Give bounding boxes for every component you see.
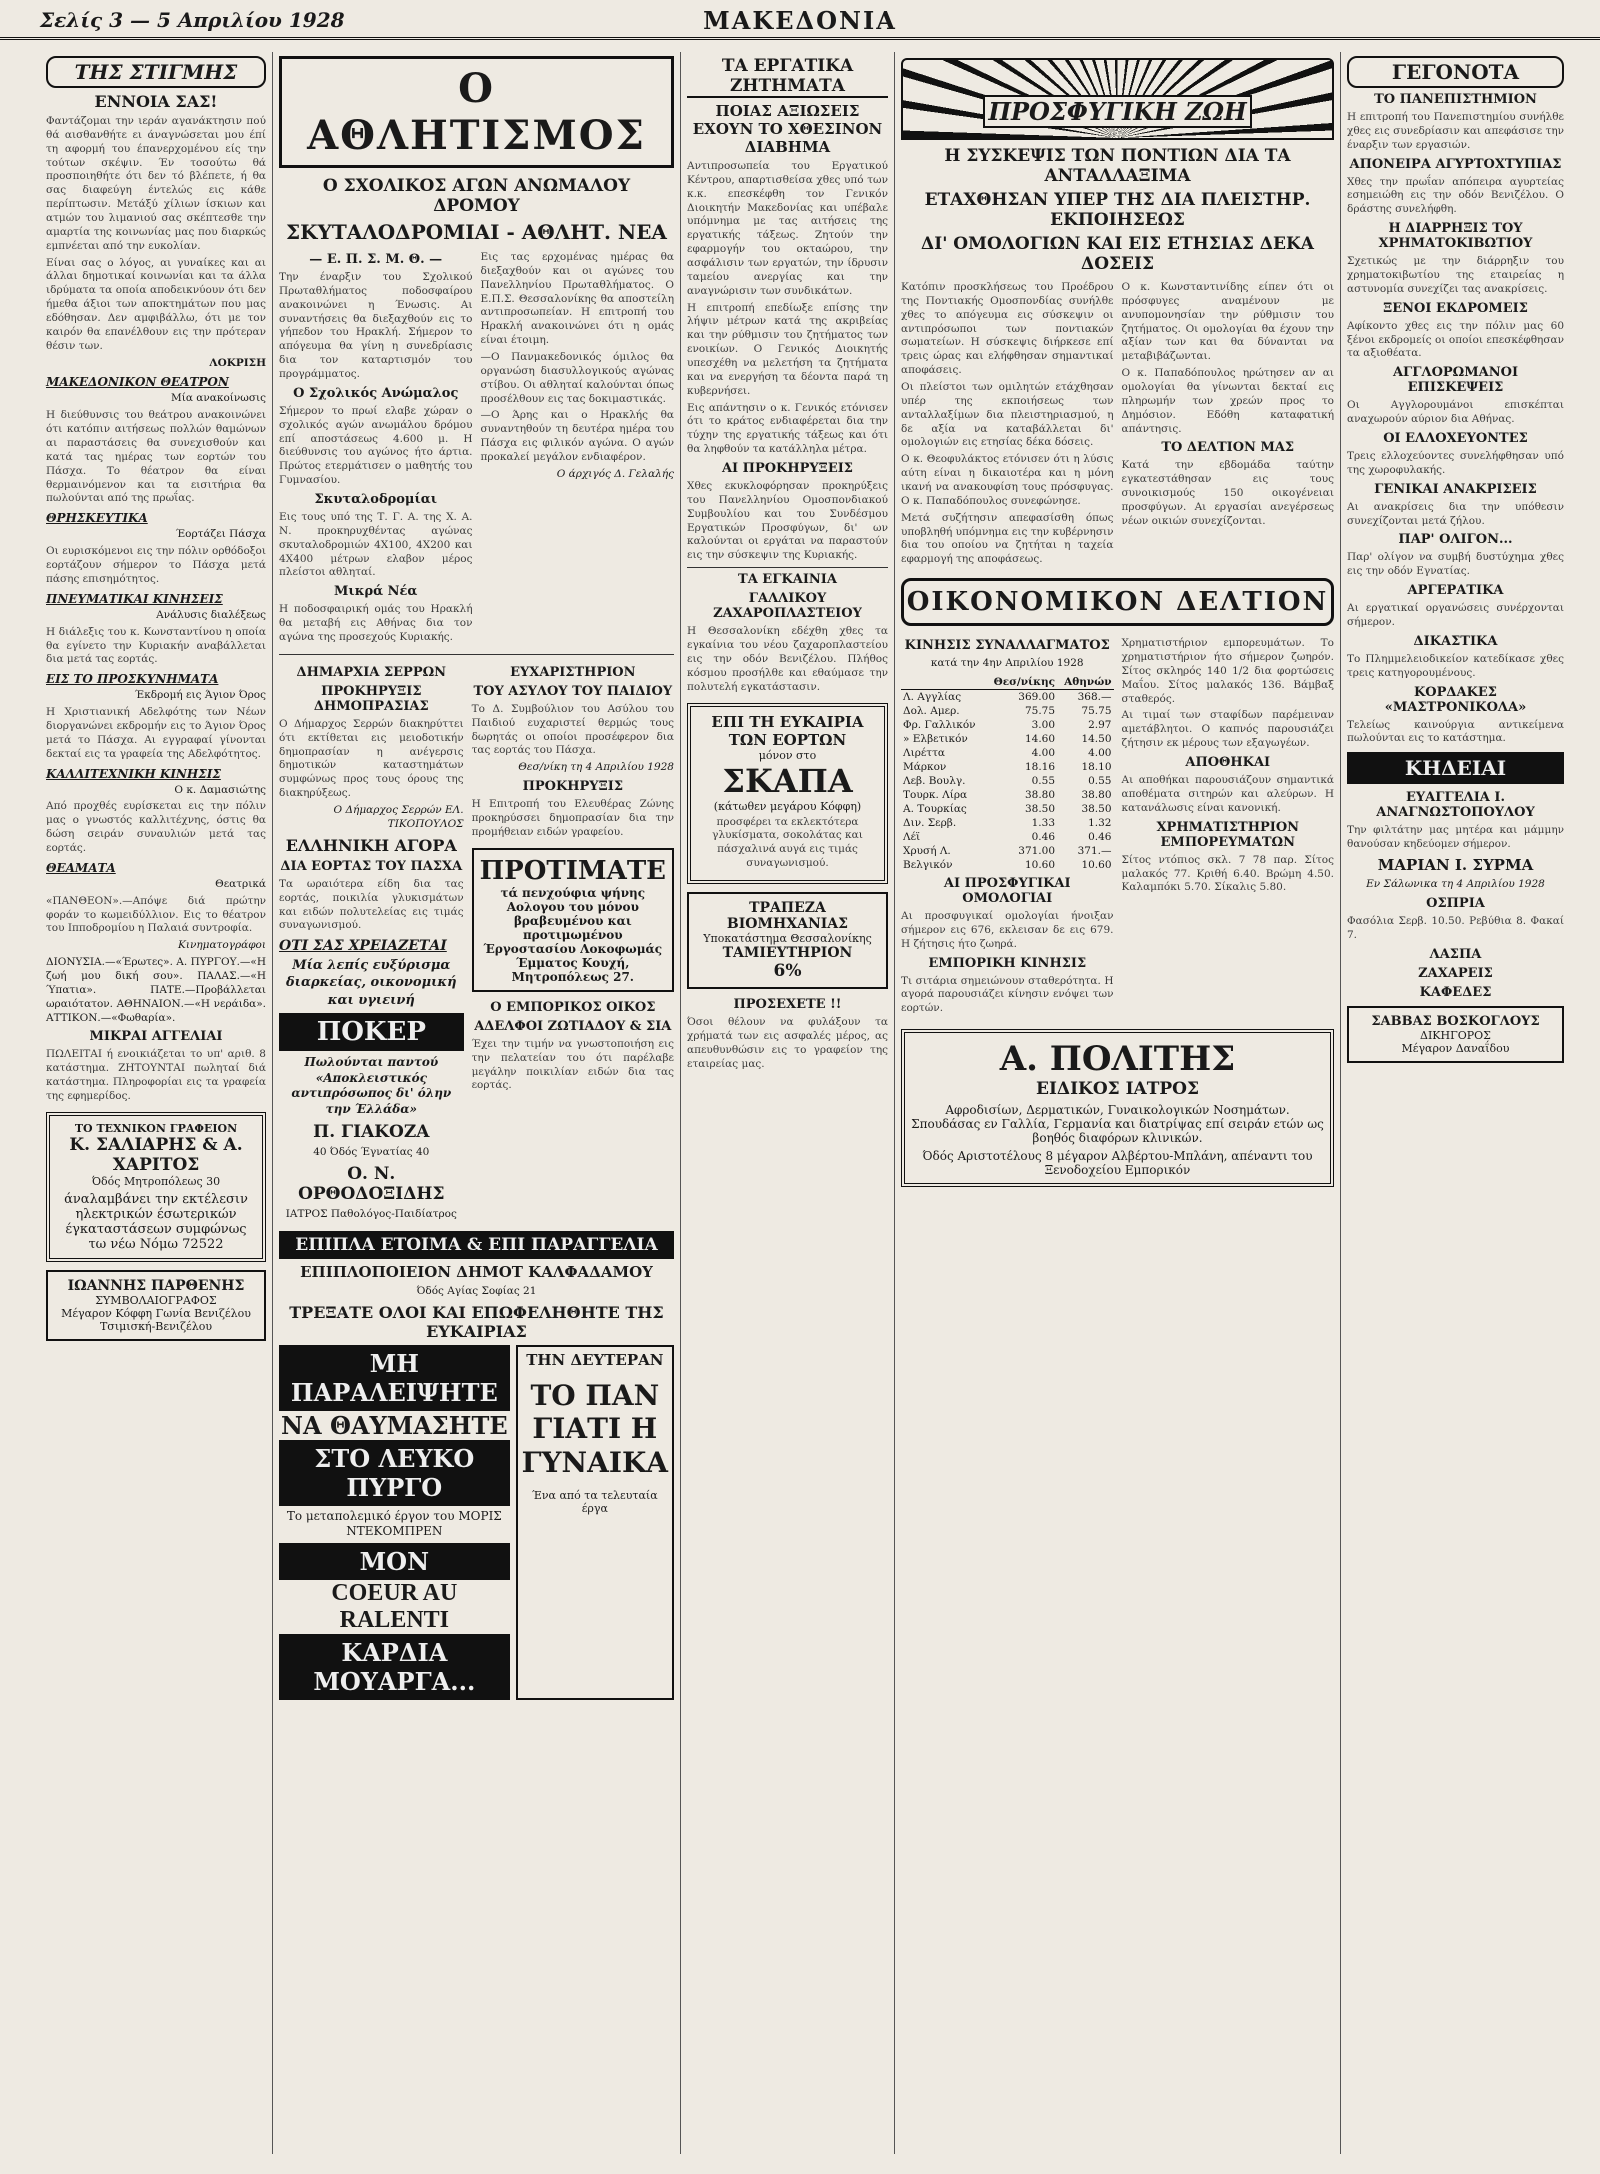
article-body: Η Χριστιανική Αδελφότης των Νέων διοργανώνει εκδρομήν εις το Άγιον Όρος μετά το Πάσχα. Αι εγγραφαί γίνονται δεκταί εις τα γραφεία της Αδελφότητος. xyxy=(46,706,266,760)
table-cell: 10.60 xyxy=(1024,859,1056,872)
notice-heading: ΠΡΟΚΗΡΥΞΙΣ ΔΗΜΟΠΡΑΣΙΑΣ xyxy=(313,683,429,714)
doctor-name: Ο. Ν. ΟΡΘΟΔΟΞΙΔΗΣ xyxy=(298,1163,445,1204)
economic-columns xyxy=(901,634,1334,1019)
masthead xyxy=(0,0,1600,40)
table-row xyxy=(901,718,1114,732)
deceased-name: ΕΥΑΓΓΕΛΙΑ Ι. ΑΝΑΓΝΩΣΤΟΠΟΥΛΟΥ xyxy=(1376,790,1535,821)
table-cell: 75.75 xyxy=(1081,705,1112,718)
article-body: Την έναρξιν του Σχολικού Πρωταθλήματος ποδοσφαίρου ανακοινώνει η Ένωσις. Αι συναντήσεις θα διεξαχθούν εις το γήπεδον του Ηρακλή. Σήμερον το απόγευμα θα γίνη η συνεδρίασις δια τον καταρτισμόν του προγράμματος. xyxy=(279,271,473,381)
table-cell: 14.60 xyxy=(1024,733,1056,746)
table-cell: 38.80 xyxy=(1081,789,1112,802)
section-heading: ΑΙ ΠΡΟΣΦΥΓΙΚΑΙ ΟΜΟΛΟΓΙΑΙ xyxy=(943,876,1071,907)
table-row xyxy=(901,858,1114,872)
column-5 xyxy=(1340,52,1570,2154)
column-4 xyxy=(894,52,1340,2154)
column-3 xyxy=(680,52,894,2154)
ad-heading: Ο ΕΜΠΟΡΙΚΟΣ ΟΙΚΟΣ xyxy=(490,999,656,1015)
ad-heading: ΔΙΑ ΕΟΡΤΑΣ ΤΟΥ ΠΑΣΧΑ xyxy=(280,858,463,874)
table-row xyxy=(901,844,1114,858)
film-title: ΤΟ ΠΑΝ ΓΙΑΤΙ Η ΓΥΝΑΙΚΑ xyxy=(521,1378,668,1479)
table-cell: 2.97 xyxy=(1088,719,1112,732)
section-header: ΤΗΣ ΣΤΙΓΜΗΣ xyxy=(46,56,266,88)
subheading: Ο κ. Δαμασιώτης xyxy=(174,783,266,796)
doctor-address: Όδός Αριστοτέλους 8 μέγαρον Αλβέρτου-Μπλάνη, απέναντι του Ξενοδοχείου Εμπορικόν xyxy=(922,1149,1313,1178)
subheading: Κινηματογράφοι xyxy=(177,939,266,952)
market-heading: ΚΑΦΕΔΕΣ xyxy=(1419,984,1492,1000)
table-cell: Χρυσή Λ. xyxy=(903,845,951,858)
table-cell: Διν. Σερβ. xyxy=(903,817,957,830)
news-body: Σχετικώς με την διάρρηξιν του χρηματοκιβωτίου της εταιρείας η αστυνομία συνεχίζει τας ανακρίσεις. xyxy=(1347,255,1564,295)
lawyer-address: Μέγαρον Δαναΐδου xyxy=(1401,1041,1510,1055)
signature: Ο Δήμαρχος Σερρών ΕΛ. ΤΙΚΟΠΟΥΛΟΣ xyxy=(333,804,464,830)
article-body: Εις τους υπό της Τ. Γ. Α. της Χ. Α. Ν. προκηρυχθέντας αγώνας σκυταλοδρομιών 4Χ100, 4Χ200 και 4Χ400 μέτρων ελαβον μέρος πλείστοι αθληταί. xyxy=(279,511,473,579)
deceased-name: ΜΑΡΙΑΝ Ι. ΣΥΡΜΑ xyxy=(1377,856,1534,875)
ad-body: άναλαμβάνει την εκτέλεσιν ηλεκτρικών έσωτερικών έγκαταστάσεων συμφώνως τω νέω Νόμω 72522 xyxy=(64,1191,248,1252)
news-body: Η επιτροπή του Πανεπιστημίου συνήλθε χθες εις συνεδρίασιν και απεφάσισε την έναρξιν των εργασιών. xyxy=(1347,111,1564,151)
table-cell: Λιρέττα xyxy=(903,747,946,760)
doctor-role: ΙΑΤΡΟΣ Παθολόγος-Παιδίατρος xyxy=(285,1207,457,1220)
funeral-date: Εν Σάλωνικα τη 4 Απριλίου 1928 xyxy=(1366,878,1545,891)
market-heading: ΖΑΧΑΡΕΙΣ xyxy=(1418,965,1493,981)
ad-doctor xyxy=(901,1029,1334,1187)
ad-heading: ΟΤΙ ΣΑΣ ΧΡΕΙΑΖΕΤΑΙ xyxy=(279,938,447,955)
ad-bank xyxy=(687,892,888,989)
section-header: ΓΕΓΟΝΟΤΑ xyxy=(1347,56,1564,88)
headline: ΔΙ' ΟΜΟΛΟΓΙΩΝ ΚΑΙ ΕΙΣ ΕΤΗΣΙΑΣ ΔΕΚΑ ΔΟΣΕΙΣ xyxy=(921,234,1314,274)
news-body: Τελείως καινούργια αντικείμενα πωλούνται εις το κατάστημα. xyxy=(1347,718,1564,745)
column-2 xyxy=(272,52,680,2154)
section-heading: ΓΑΛΛΙΚΟΥ ΖΑΧΑΡΟΠΛΑΣΤΕΙΟΥ xyxy=(713,591,862,622)
article-body: Η διεύθυνσις του θεάτρου ανακοινώνει ότι κατόπιν αιτήσεως πολλών θαμώνων αι παραστάσεις θα συνεχισθούν και κατά τας ημέρας των εορτών του Πάσχα. Το θέατρον θα είναι θερμαινόμενον και τα εισιτήρια θα πωλούνται από της πρωΐας. xyxy=(46,409,266,505)
article-body: Αντιπροσωπεία του Εργατικού Κέντρου, απαρτισθείσα χθες υπό των κ.κ. επεσκέφθη τον Γενικόν Διοικητήν Μακεδονίας και υπέβαλε υπόμνημα με τας αιτήσεις της εργατικής τάξεως. Ζητούν την εφαρμογήν του οκταώρου, την ασφάλισιν των εργατών, την ίδρυσιν ταμείου ανεργίας και την αναγνώρισιν των συνδικάτων. xyxy=(687,160,888,297)
table-cell: 371.— xyxy=(1077,845,1112,858)
ad-line: μόνον στο xyxy=(758,748,817,762)
article-body: Σήμερον το πρωί ελαβε χώραν ο σχολικός αγών ανωμάλου δρόμου επί αποστάσεως 4.600 μ. Η διεύθυνσις του αγώνος ήτο άρτια. Πρώτος ετερμάτισεν ο μαθητής του Γυμνασίου. xyxy=(279,404,473,487)
subheading: Ο Σχολικός Ανώμαλος xyxy=(293,385,459,401)
article-body: —Ο Πανμακεδονικός όμιλος θα οργανώση διασυλλογικούς αγώνας στίβου. Οι αθληταί καλούνται όπως προσέλθουν εις τας δοκιμαστικάς. xyxy=(480,351,674,405)
table-cell: 0.46 xyxy=(1031,831,1056,844)
ad-technical-office xyxy=(46,1112,266,1262)
section-heading: ΘΕΑΜΑΤΑ xyxy=(46,860,116,875)
subheading: Μικρά Νέα xyxy=(334,584,418,600)
signature: Ο άρχιγός Δ. Γελαλής xyxy=(556,467,674,480)
subheading: Ανάλυσις διαλέξεως xyxy=(156,608,266,621)
article-body: Ο κ. Θεοφυλάκτος ετόνισεν ότι η λύσις αύτη είναι η δικαιοτέρα και η μόνη ικανή να ανακουφίση τους πρόσφυγας. Ο κ. Παπαδόπουλος συνεφώνησε. xyxy=(901,453,1114,507)
ad-body: Τα ωραιότερα είδη δια τας εορτάς, ποικιλία γλυκισμάτων και ειδών πολυτελείας εις τιμάς συναγωνισμού. xyxy=(279,877,464,932)
ad-brand: ΣΚΑΠΑ xyxy=(722,761,853,800)
news-heading: ΠΑΡ' ΟΛΙΓΟΝ... xyxy=(1398,532,1513,548)
table-row xyxy=(901,802,1114,816)
ad-address: 40 Όδός Έγνατίας 40 xyxy=(313,1146,430,1158)
news-heading: ΟΙ ΕΛΛΟΧΕΥΟΝΤΕΣ xyxy=(1383,431,1528,447)
subheading: Έκδρομή εις Άγιον Όρος xyxy=(134,689,266,702)
section-heading: ΜΙΚΡΑΙ ΑΓΓΕΛΙΑΙ xyxy=(89,1029,223,1045)
headline: ΠΟΙΑΣ ΑΞΙΩΣΕΙΣ ΕΧΟΥΝ ΤΟ ΧΘΕΣΙΝΟΝ ΔΙΑΒΗΜΑ xyxy=(692,102,883,156)
table-row xyxy=(901,690,1114,705)
article-body: Μετά συζήτησιν απεφασίσθη όπως υποβληθή υπόμνημα εις την κυβέρνησιν δια του οποίου να ζητήται η ταχεία εφαρμογή της αποφάσεως. xyxy=(901,511,1114,566)
notice-heading: ΤΟΥ ΑΣΥΛΟΥ ΤΟΥ ΠΑΙΔΙΟΥ xyxy=(473,683,673,699)
section-heading: ΚΑΛΛΙΤΕΧΝΙΚΗ ΚΙΝΗΣΙΣ xyxy=(46,766,221,781)
ad-slogan: ΤΡΕΞΑΤΕ ΟΛΟΙ ΚΑΙ ΕΠΩΦΕΛΗΘΗΤΕ ΤΗΣ ΕΥΚΑΙΡΙΑΣ xyxy=(289,1302,664,1341)
banner-title: ΠΡΟΣΦΥΓΙΚΗ ΖΩΗ xyxy=(983,95,1252,128)
table-cell: 4.00 xyxy=(1088,747,1112,760)
rates-column-header xyxy=(901,675,985,690)
notice-date: Θεσ/νίκη τη 4 Απριλίου 1928 xyxy=(518,761,674,774)
table-cell: Βελγικόν xyxy=(903,859,953,872)
table-row xyxy=(901,788,1114,802)
article-body: «ΠΑΝΘΕΟΝ».—Απόψε διά πρώτην φοράν το κωμειδύλλιον. Εις το θέατρον του Ιπποδρομίου η Παλαιά συντροφία. xyxy=(46,894,266,935)
article-columns xyxy=(279,248,674,648)
table-subtitle: κατά την 4ην Απριλίου 1928 xyxy=(930,657,1084,670)
notice-heading: ΕΥΧΑΡΙΣΤΗΡΙΟΝ xyxy=(510,664,636,680)
classified-body: ΠΩΛΕΙΤΑΙ ή ενοικιάζεται το υπ' αριθ. 8 κατάστημα. ΖΗΤΟΥΝΤΑΙ πωληταί διά κατάστημα. Πληροφορίαι εις τα γραφεία της εφημερίδος. xyxy=(46,1048,266,1102)
article-body: Οι πλείστοι των ομιλητών ετάχθησαν υπέρ της εκποιήσεως των ανταλλαξίμων δια πλειστηριασμού, η δε αξία να καταβάλλεται δι' ομολογιών εις ετησίας δέκα δόσεις. xyxy=(901,381,1114,449)
table-cell: Λέϊ xyxy=(903,831,921,844)
rates-column-header: Αθηνών xyxy=(1057,675,1113,690)
table-cell: Α. Τουρκίας xyxy=(903,803,967,816)
table-cell: 371.00 xyxy=(1018,845,1056,858)
ad-line: ΣΤΟ ΛΕΥΚΟ ΠΥΡΓΟ xyxy=(279,1440,510,1506)
article-body: Αι αποθήκαι παρουσιάζουν σημαντικά αποθέματα σιτηρών και αλεύρων. Η κατανάλωσις είναι κανονική. xyxy=(1121,774,1334,814)
table-row xyxy=(901,746,1114,760)
notice-body: Το Δ. Συμβούλιον του Ασύλου του Παιδιού ευχαριστεί θερμώς τους δωρητάς οι οποίοι προσέφερον δια τας εορτάς του Πάσχα. xyxy=(471,702,674,757)
ad-brand: ΠΟΚΕΡ xyxy=(279,1013,464,1051)
table-cell: 0.46 xyxy=(1088,831,1112,844)
news-heading: ΑΓΓΛΟΡΩΜΑΝΟΙ ΕΠΙΣΚΕΨΕΙΣ xyxy=(1392,365,1519,396)
table-row xyxy=(901,816,1114,830)
ad-prefer xyxy=(472,848,674,992)
doctor-name: Α. ΠΟΛΙΤΗΣ xyxy=(999,1039,1236,1080)
headline: ΕΤΑΧΘΗΣΑΝ ΥΠΕΡ ΤΗΣ ΔΙΑ ΠΛΕΙΣΤΗΡ. ΕΚΠΟΙΗΣΕΩΣ xyxy=(924,190,1311,230)
table-cell: 38.80 xyxy=(1024,789,1056,802)
ad-title: ΤΟ ΤΕΧΝΙΚΟΝ ΓΡΑΦΕΙΟΝ xyxy=(74,1121,238,1135)
section-heading: ΑΙ ΠΡΟΚΗΡΥΞΕΙΣ xyxy=(721,461,854,477)
ad-line: ΕΠΙ ΤΗ ΕΥΚΑΙΡΙΑ ΤΩΝ ΕΟΡΤΩΝ xyxy=(711,712,864,749)
news-heading: ΔΙΚΑΣΤΙΚΑ xyxy=(1413,633,1498,649)
news-heading: ΑΠΟΝΕΙΡΑ ΑΓΥΡΤΟΧΤΥΠΙΑΣ xyxy=(1349,156,1562,172)
lawyer-name: ΣΑΒΒΑΣ ΒΟΣΚΟΓΛΟΥΣ xyxy=(1371,1013,1540,1029)
ad-line: MON xyxy=(279,1543,510,1580)
article-body: Κατά την εβδομάδα ταύτην εγκατεστάθησαν εις τους συνοικισμούς 150 οικογένειαι προσφύγων. Αι εργασίαι ανεγέρσεως νέων οικιών συνεχίζονται. xyxy=(1121,459,1334,527)
ad-line: Το μεταπολεμικό έργον του ΜΟΡΙΣ ΝΤΕΚΟΜΠΡΕΝ xyxy=(286,1508,502,1539)
article-body: Ο κ. Κωνσταντινίδης είπεν ότι οι πρόσφυγες αναμένουν με ανυπομονησίαν την ρύθμισιν του ζητήματος. Οι ομολογίαι θα έχουν την αξίαν των και θα δύνανται να μεταβιβάζωνται. xyxy=(1121,281,1334,363)
ad-body: τά πενχούφια ψήνης Αολογου του μόνου βραβευμένου και προτιμωμένου Έργοστασίου Λοκοφωμάς Έμματος Κουχή, Μητροπόλεως 27. xyxy=(483,885,663,984)
table-cell: Λ. Αγγλίας xyxy=(903,691,962,704)
headline: ΤΑ ΕΡΓΑΤΙΚΑ ΖΗΤΗΜΑΤΑ xyxy=(687,56,888,98)
article-columns xyxy=(901,278,1334,570)
table-cell: 1.33 xyxy=(1031,817,1056,830)
notice-heading: ΔΗΜΑΡΧΙΑ ΣΕΡΡΩΝ xyxy=(296,664,447,680)
subheading: — Ε. Π. Σ. Μ. Θ. — xyxy=(309,252,443,267)
ad-body: Πωλούνται παντού «Αποκλειστικός αντιπρόσωπος δι' όλην την Έλλάδα» xyxy=(291,1054,452,1117)
table-row xyxy=(901,774,1114,788)
table-cell: 38.50 xyxy=(1081,803,1112,816)
ad-line: (κάτωθεν μεγάρου Κόφφη) xyxy=(713,799,862,813)
table-cell: Φρ. Γαλλικόν xyxy=(903,719,976,732)
rates-column-header: Θεσ/νίκης xyxy=(985,675,1057,690)
news-body: Αι ανακρίσεις δια την υπόθεσιν συνεχίζονται μετά ζήλου. xyxy=(1347,500,1564,527)
table-cell: 0.55 xyxy=(1088,775,1112,788)
subheading: Μία ανακοίνωσις xyxy=(171,392,266,405)
table-cell: 10.60 xyxy=(1081,859,1112,872)
doctor-description: Αφροδισίων, Δερματικών, Γυναικολογικών Νοσημάτων. Σπουδάσας εν Γαλλία, Γερμανία και διατρίψας επί σειράν ετών ως βοηθός διαφόρων κλινικών. xyxy=(911,1103,1324,1146)
market-heading: ΛΑΣΠΑ xyxy=(1429,946,1482,962)
article-body: Η διάλεξις του κ. Κωνσταντίνου η οποία θα εγίνετο την Κυριακήν αναβάλλεται δια μετά τας εορτάς. xyxy=(46,625,266,666)
table-cell: 1.32 xyxy=(1088,817,1112,830)
notice-body: Η Επιτροπή του Ελευθέρας Ζώνης προκηρύσσει δημοπρασίαν δια την προμήθειαν ειδών γραφείου. xyxy=(471,798,674,838)
subheading: Έορτάζει Πάσχα xyxy=(175,528,266,541)
section-heading: ΤΑ ΕΓΚΑΙΝΙΑ xyxy=(687,567,888,587)
film-greek-title: ΚΑΡΔΙΑ ΜΟΥΑΡΓΑ... xyxy=(279,1634,510,1700)
article-title: ΕΝΝΟΙΑ ΣΑΣ! xyxy=(94,92,218,111)
ad-address: Μέγαρον Κόφφη Γωνία Βενιζέλου Τσιμισκή-Βενιζέλου xyxy=(61,1306,251,1333)
table-row xyxy=(901,760,1114,774)
headline: Ο ΣΧΟΛΙΚΟΣ ΑΓΩΝ ΑΝΩΜΑΛΟΥ ΔΡΟΜΟΥ xyxy=(322,176,631,216)
headline: ΣΚΥΤΑΛΟΔΡΟΜΙΑΙ - ΑΘΛΗΤ. ΝΕΑ xyxy=(286,220,667,244)
table-cell: 4.00 xyxy=(1031,747,1056,760)
news-body: Αι εργατικαί οργανώσεις συνέρχονται σήμερον. xyxy=(1347,602,1564,629)
ad-address: Όδός Μητροπόλεως 30 xyxy=(91,1174,221,1188)
article-body: Φαντάζομαι την ιεράν αγανάκτησιν πού θά αισθανθήτε ει άναγνώσεται μου έπί τη αφορμή του έπανερχομένου είς την τούτων σκέψιν. Έν τοσούτω θά προσποιηθήτε ότι δεν τό βλέπετε, ή θα σας διαφεύγη έντελώς εις κάθε περίπτωσιν. Μετάξύ χίλιων ίσκιων και ατμών του λιμανιού σας σκέπτεσθε την αμαρτία της κοινωνίας μας που διαρκώς εμπνέεται από την ευκολίαν. xyxy=(46,115,266,252)
ad-line: Ένα από τα τελευταία έργα xyxy=(531,1489,658,1516)
news-heading: ΚΟΡΔΑΚΕΣ «ΜΑΣΤΡΟΝΙΚΟΛΑ» xyxy=(1384,684,1527,715)
section-heading: ΠΝΕΥΜΑΤΙΚΑΙ ΚΙΝΗΣΕΙΣ xyxy=(46,591,223,606)
ad-name: ΙΩΑΝΝΗΣ ΠΑΡΘΕΝΗΣ xyxy=(67,1277,245,1294)
table-row xyxy=(901,830,1114,844)
ad-heading: ΕΛΛΗΝΙΚΗ ΑΓΟΡΑ xyxy=(285,835,457,855)
article-body: Αι τιμαί των σταφίδων παρέμειναν αμετάβλητοι. Ο καπνός παρουσιάζει ζήτησιν εκ μέρους των εξαγωγέων. xyxy=(1121,709,1334,750)
headline: Η ΣΥΣΚΕΨΙΣ ΤΩΝ ΠΟΝΤΙΩΝ ΔΙΑ ΤΑ ΑΝΤΑΛΛΑΞΙΜΑ xyxy=(944,146,1291,186)
section-heading: ΘΡΗΣΚΕΥΤΙΚΑ xyxy=(46,511,148,526)
bank-branch: Υποκατάστημα Θεσσαλονίκης xyxy=(703,931,872,945)
refugee-banner xyxy=(901,58,1334,140)
table-cell: 75.75 xyxy=(1024,705,1056,718)
ad-heading: ΠΡΟΣΕΧΕΤΕ !! xyxy=(733,996,842,1012)
section-heading: ΧΡΗΜΑΤΙΣΤΗΡΙΟΝ ΕΜΠΟΡΕΥΜΑΤΩΝ xyxy=(1156,819,1300,850)
ad-name: ΕΠΙΠΛΟΠΟΙΕΙΟΝ ΔΗΜΟΤ ΚΑΛΦΑΔΑΜΟΥ xyxy=(300,1262,653,1281)
article-body: Οι ευρισκόμενοι εις την πόλιν ορθόδοξοι εορτάζουν σήμερον το Πάσχα μετά πάσης επισημότητος. xyxy=(46,545,266,585)
sports-banner: Ο ΑΘΛΗΤΙΣΜΟΣ xyxy=(279,56,674,168)
article-body: Από προχθές ευρίσκεται εις την πόλιν μας ο γνωστός καλλιτέχνης, όστις θα δώση σειράν συναυλιών μετά τας εορτάς. xyxy=(46,800,266,854)
notice-body: Ο Δήμαρχος Σερρών διακηρύττει ότι εκτίθεται εις μειοδοτικήν δημοπρασίαν η ανέγερσις δημοτικών καταστημάτων συμφώνως προς τους όρους της διακηρύξεως. xyxy=(279,717,464,800)
article-body: Ο κ. Παπαδόπουλος ηρώτησεν αν αι ομολογίαι θα γίνωνται δεκταί εις πληρωμήν των χρεών προς το Δημόσιον. Εδόθη καταφατική απάντησις. xyxy=(1121,367,1334,435)
article-body: Εις απάντησιν ο κ. Γενικός ετόνισεν ότι το κράτος ενδιαφέρεται δια την τύχην της εργατικής τάξεως και ότι θα ληφθούν τα κατάλληλα μέτρα. xyxy=(687,401,888,456)
funeral-body: Την φιλτάτην μας μητέρα και μάμμην θανούσαν κηδεύομεν σήμερον. xyxy=(1347,824,1564,851)
article-body: Η ποδοσφαιρική ομάς του Ηρακλή θα μεταβή εις Αθήνας δια τον αγώνα της προσεχούς Κυριακής. xyxy=(279,603,473,644)
ad-names: ΑΔΕΛΦΟΙ ΖΩΤΙΑΔΟΥ & ΣΙΑ xyxy=(474,1018,672,1034)
table-cell: » Ελβετικόν xyxy=(903,733,968,746)
table-cell: 369.00 xyxy=(1018,691,1056,704)
article-body: Κατόπιν προσκλήσεως του Προέδρου της Ποντιακής Ομοσπονδίας συνήλθε χθες το απόγευμα εις σύσκεψιν οι αντιπρόσωποι των ποντιακών σωματείων. Η σύσκεψις διήρκεσε επί τρεις ώρας και ελήφθησαν σημαντικαί αποφάσεις. xyxy=(901,281,1114,377)
table-cell: 18.10 xyxy=(1081,761,1112,774)
ad-name: Π. ΓΙΑΚΟΖΑ xyxy=(313,1122,430,1142)
ad-body: Έχει την τιμήν να γνωστοποιήση εις την πελατείαν του ότι παρέλαβε μεγάλην ποικιλίαν ειδών δια τας εορτάς. xyxy=(471,1037,674,1092)
signature: ΛΟΚΡΙΣΗ xyxy=(209,356,266,369)
notice-heading: ΠΡΟΚΗΡΥΞΙΣ xyxy=(522,779,624,795)
table-cell: Μάρκον xyxy=(903,761,947,774)
film-title: COEUR AU RALENTI xyxy=(331,1580,458,1634)
table-row xyxy=(901,704,1114,718)
table-cell: Τουρκ. Λίρα xyxy=(903,789,968,802)
section-heading: ΜΑΚΕΔΟΝΙΚΟΝ ΘΕΑΤΡΟΝ xyxy=(46,375,229,390)
table-cell: 14.50 xyxy=(1081,733,1112,746)
article-body: Χρηματιστήριον εμπορευμάτων. Το χρηματιστήριον ήτο σήμερον ζωηρόν. Σίτος σκληρός 140 1/2 δια φορτώσεις Μαΐου. Σίτος μαλακός 136. Βάμβαξ σταθερός. xyxy=(1121,637,1334,705)
ad-line: ΜΗ ΠΑΡΑΛΕΙΨΗΤΕ xyxy=(279,1345,510,1411)
doctor-role: ΕΙΔΙΚΟΣ ΙΑΤΡΟΣ xyxy=(1036,1079,1199,1100)
bank-rate: 6% xyxy=(773,960,802,981)
paper-title: ΜΑΚΕΔΟΝΙΑ xyxy=(703,6,897,35)
lawyer-role: ΔΙΚΗΓΟΡΟΣ xyxy=(1420,1028,1491,1042)
section-heading: ΕΜΠΟΡΙΚΗ ΚΙΝΗΣΙΣ xyxy=(928,955,1087,971)
ad-body: Μία λεπίς ευξύρισμα διαρκείας, οικονομική και υγιεινή xyxy=(286,958,457,1008)
column-1 xyxy=(40,52,272,2154)
ad-lawyer xyxy=(1347,1006,1564,1063)
cinema-list: ΔΙΟΝΥΣΙΑ.—«Έρωτες». Α. ΠΥΡΓΟΥ.—«Η ζωή μου δική σου». ΠΑΛΑΣ.—«Η Ύπατια». ΠΑΤΕ.—Προβάλλεται ωραιότατον. ΑΘΗΝΑΙΟΝ.—«Η νεράιδα». ΑΤΤΙΚΟΝ.—«Φωθαρία». xyxy=(46,956,266,1024)
bank-service: ΤΑΜΙΕΥΤΗΡΙΟΝ xyxy=(722,944,853,961)
exchange-rates-table xyxy=(901,675,1114,872)
article-body: Η Θεσσαλονίκη εδέχθη χθες τα εγκαίνια του νέου ζαχαροπλαστείου εις την οδόν Βενιζέλου. Πλήθος κόσμου προσήλθε και εθαύμασε την πολυτελή εγκατάστασιν. xyxy=(687,625,888,693)
ad-address: Όδός Αγίας Σοφίας 21 xyxy=(416,1284,537,1297)
article-body: Χθες εκυκλοφόρησαν προκηρύξεις του Πανελληνίου Ομοσπονδιακού Συμβουλίου και του Συνδέσμου Εργατικών Προσφύγων, δι' ων καλούνται οι εργάται να παραστούν εις την σύσκεψιν της Κυριακής. xyxy=(687,480,888,562)
notice-columns xyxy=(279,661,674,1225)
economic-banner: ΟΙΚΟΝΟΜΙΚΟΝ ΔΕΛΤΙΟΝ xyxy=(901,578,1334,626)
table-cell: 3.00 xyxy=(1031,719,1056,732)
ad-line: ΤΗΝ ΔΕΥΤΕΡΑΝ xyxy=(526,1350,664,1369)
table-cell: 368.— xyxy=(1077,691,1112,704)
news-body: Οι Αγγλορουμάνοι επισκέπται αναχωρούν αύριον δια Αθήνας. xyxy=(1347,399,1564,426)
table-cell: Λεβ. Βουλγ. xyxy=(903,775,966,788)
news-heading: ΓΕΝΙΚΑΙ ΑΝΑΚΡΙΣΕΙΣ xyxy=(1374,481,1537,497)
news-body: Παρ' ολίγον να συμβή δυστύχημα χθες εις την οδόν Εγνατίας. xyxy=(1347,551,1564,578)
ad-notary xyxy=(46,1270,266,1341)
ad-line: ΝΑ ΘΑΥΜΑΣΗΤΕ xyxy=(281,1410,508,1440)
ad-body: Όσοι θέλουν να φυλάξουν τα χρήματά των εις ασφαλές μέρος, ας απευθυνθώσιν εις το γραφείον της εταιρείας μας. xyxy=(687,1015,888,1070)
news-body: Χθες την πρωΐαν απόπειρα αγυρτείας εσημειώθη εις την οδόν Βενιζέλου. Ο δράστης συνελήφθη. xyxy=(1347,175,1564,216)
news-body: Αφίκοντο χθες εις την πόλιν μας 60 ξένοι εκδρομείς οι οποίοι επεσκέφθησαν τα αξιοθέατα. xyxy=(1347,319,1564,360)
ad-body: προσφέρει τα εκλεκτότερα γλυκίσματα, σοκολάτας και πάσχαλινά αυγά εις τιμάς συναγωνισμού. xyxy=(712,815,863,870)
table-cell: 38.50 xyxy=(1024,803,1056,816)
article-body: Εις τας ερχομένας ημέρας θα διεξαχθούν και οι αγώνες του Πανελληνίου Πρωταθλήματος. Ο Ε.Π.Σ. Θεσσαλονίκης θα αποστείλη αντιπροσωπείαν. Η επιτροπή του Ηρακλή ανακοινώνει ότι η ομάς είναι έτοιμη. xyxy=(480,251,674,347)
section-heading: ΕΙΣ ΤΟ ΠΡΟΣΚΥΝΗΜΑΤΑ xyxy=(46,672,219,687)
table-title: ΚΙΝΗΣΙΣ ΣΥΝΑΛΛΑΓΜΑΤΟΣ xyxy=(904,638,1110,654)
news-heading: Η ΔΙΑΡΡΗΞΙΣ ΤΟΥ ΧΡΗΜΑΤΟΚΙΒΩΤΙΟΥ xyxy=(1378,221,1533,252)
table-cell: 18.16 xyxy=(1024,761,1056,774)
bank-name: ΤΡΑΠΕΖΑ ΒΙΟΜΗΧΑΝΙΑΣ xyxy=(726,899,849,932)
news-body: Το Πλημμελειοδικείον κατεδίκασε χθες τρεις κατηγορουμένους. xyxy=(1347,652,1564,679)
issue-date: Σελίς 3 — 5 Απριλίου 1928 xyxy=(40,8,345,32)
news-heading: ΑΡΓΕΡΑΤΙΚΑ xyxy=(1407,583,1504,599)
news-body: Τρεις ελλοχεύοντες συνελήφθησαν υπό της χωροφυλακής. xyxy=(1347,450,1564,476)
article-body: Σίτος ντόπιος σκλ. 7 78 παρ. Σίτος μαλακός 77. Κριθή 6.40. Βρώμη 4.50. Καλαμπόκι 5.70. Σίκαλις 5.80. xyxy=(1121,853,1334,894)
article-body: Αι προσφυγικαί ομολογίαι ήνοιξαν σήμερον εις 676, εκλεισαν δε εις 679. Η ζήτησις ήτο ζωηρά. xyxy=(901,910,1114,950)
section-heading: ΤΟ ΔΕΛΤΙΟΝ ΜΑΣ xyxy=(1161,440,1295,456)
article-body: Τι σιτάρια σημειώνουν σταθερότητα. Η αγορά παρουσιάζει κίνησιν ενόψει των εορτών. xyxy=(901,974,1114,1015)
article-body: —Ο Άρης και ο Ηρακλής θα συναντηθούν τη δευτέρα ημέρα του Πάσχα εις φιλικόν αγώνα. Ο αγών προκαλεί μεγάλον ενδιαφέρον. xyxy=(480,409,674,464)
cinema-ads xyxy=(279,1345,674,1701)
market-body: Φασόλια Σερβ. 10.50. Ρεβύθια 8. Φακαί 7. xyxy=(1347,914,1564,941)
table-cell: Δολ. Αμερ. xyxy=(903,705,960,718)
table-row xyxy=(901,732,1114,746)
subheading: Σκυταλοδρομίαι xyxy=(314,492,438,508)
section-heading: ΑΠΟΘΗΚΑΙ xyxy=(1185,755,1271,771)
ad-heading: ΕΠΙΠΛΑ ΕΤΟΙΜΑ & ΕΠΙ ΠΑΡΑΓΓΕΛΙΑ xyxy=(279,1231,674,1259)
ad-skapa xyxy=(687,703,888,884)
market-heading: ΟΣΠΡΙΑ xyxy=(1426,895,1485,911)
ad-role: ΣΥΜΒΟΛΑΙΟΓΡΑΦΟΣ xyxy=(95,1293,217,1307)
news-heading: ΞΕΝΟΙ ΕΚΔΡΟΜΕΙΣ xyxy=(1383,300,1528,316)
subheading: Θεατρικά xyxy=(215,877,266,890)
article-body: Είναι σας ο λόγος, αι γυναίκες και αι άλλαι δημοτικαί κοινωνίαι και τα άλλα ιδρύματα τα οποία αποδεικνύουν ότι δεν ήμεθα άξιοι των αποκτημάτων που μας εδόθησαν. Δεν αμφιβάλλω, ότι με τον καιρόν θα επανέλθουν εις την πρότεραν θέσιν των. xyxy=(46,256,266,352)
ad-names: Κ. ΣΑΛΙΑΡΗΣ & Α. ΧΑΡΙΤΟΣ xyxy=(69,1134,243,1175)
funerals-heading: ΚΗΔΕΙΑΙ xyxy=(1347,752,1564,784)
ad-title: ΠΡΟΤΙΜΑΤΕ xyxy=(479,855,666,886)
news-heading: ΤΟ ΠΑΝΕΠΙΣΤΗΜΙΟΝ xyxy=(1374,92,1537,107)
article-body: Η επιτροπή επεδίωξε επίσης την λήψιν μέτρων κατά της ακριβείας και την ρύθμισιν του ζητήματος των ενοικίων. Ο Γενικός Διοικητής υπεσχέθη να μελετήση τα ζητήματα και να ενεργήση τα δέοντα παρά τη κυβερνήσει. xyxy=(687,301,888,397)
table-cell: 0.55 xyxy=(1031,775,1056,788)
